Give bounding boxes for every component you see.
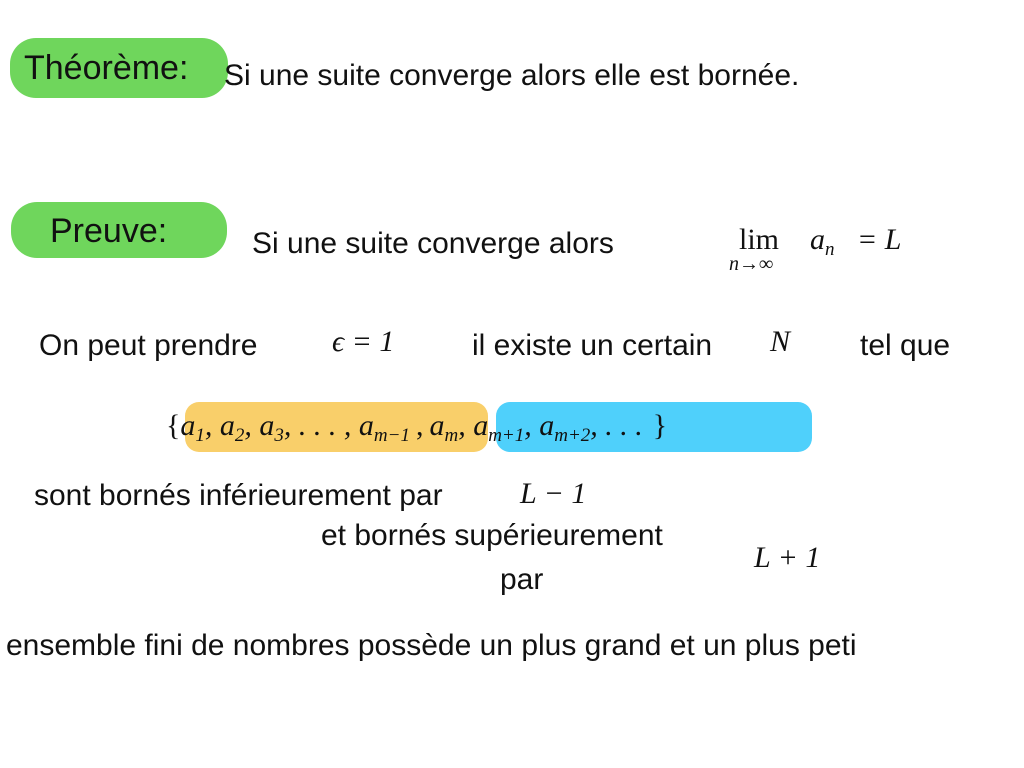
term-base: a (473, 409, 489, 442)
term-base: a (358, 409, 374, 442)
term-separator: , . . . (590, 409, 643, 442)
upper-bound-expression: L + 1 (754, 541, 821, 574)
lower-bound-text: sont bornés inférieurement par (34, 479, 443, 512)
limit-rhs: = L (857, 223, 902, 256)
sequence-term (429, 409, 474, 446)
upper-bound-text-par: par (500, 563, 544, 596)
limit-term (810, 222, 835, 258)
term-base: a (429, 409, 445, 442)
sequence-term (539, 409, 643, 446)
sequence-open-brace: { (166, 409, 181, 442)
epsilon-expression: ϵ = 1 (332, 325, 395, 358)
term-separator: , . . . , (283, 409, 359, 442)
N-symbol: N (770, 325, 791, 358)
term-separator: , (458, 409, 474, 442)
term-sub: 3 (274, 425, 284, 446)
term-base: a (180, 409, 196, 442)
limit-term-base: a (810, 223, 825, 256)
limit-expression (729, 222, 935, 282)
proof-label: Preuve: (50, 212, 168, 250)
sequence-term (259, 409, 359, 446)
term-separator: , (244, 409, 260, 442)
sequence-term (180, 409, 220, 446)
sequence-term (473, 409, 540, 446)
proof-line2-text-a: On peut prendre (39, 329, 258, 362)
limit-operator: lim (739, 223, 780, 256)
proof-line1-text: Si une suite converge alors (252, 227, 614, 260)
sequence-middle-comma: , (415, 409, 424, 442)
proof-line2-text-c: tel que (860, 329, 951, 362)
term-separator: , (524, 409, 540, 442)
term-base: a (539, 409, 555, 442)
sequence-term (219, 409, 260, 446)
sequence-close-brace: } (652, 409, 668, 442)
term-sub: m+1 (488, 425, 525, 446)
term-base: a (259, 409, 275, 442)
upper-bound-text: et bornés supérieurement (321, 519, 663, 552)
term-sub: 1 (195, 425, 205, 446)
limit-term-sub: n (825, 239, 835, 260)
limit-subscript: n→∞ (729, 253, 774, 275)
term-sub: m−1 (373, 425, 410, 446)
term-sub: m (444, 425, 459, 446)
sequence-term (358, 409, 410, 446)
term-separator: , (204, 409, 220, 442)
term-base: a (219, 409, 235, 442)
term-sub: m+2 (554, 425, 591, 446)
theorem-statement: Si une suite converge alors elle est bornée. (224, 59, 800, 92)
lower-bound-expression: L − 1 (520, 477, 587, 510)
sequence (166, 408, 667, 444)
final-statement: ensemble fini de nombres possède un plus grand et un plus peti (6, 629, 857, 662)
theorem-label: Théorème: (24, 49, 189, 87)
proof-line2-text-b: il existe un certain (472, 329, 713, 362)
term-sub: 2 (234, 425, 245, 446)
